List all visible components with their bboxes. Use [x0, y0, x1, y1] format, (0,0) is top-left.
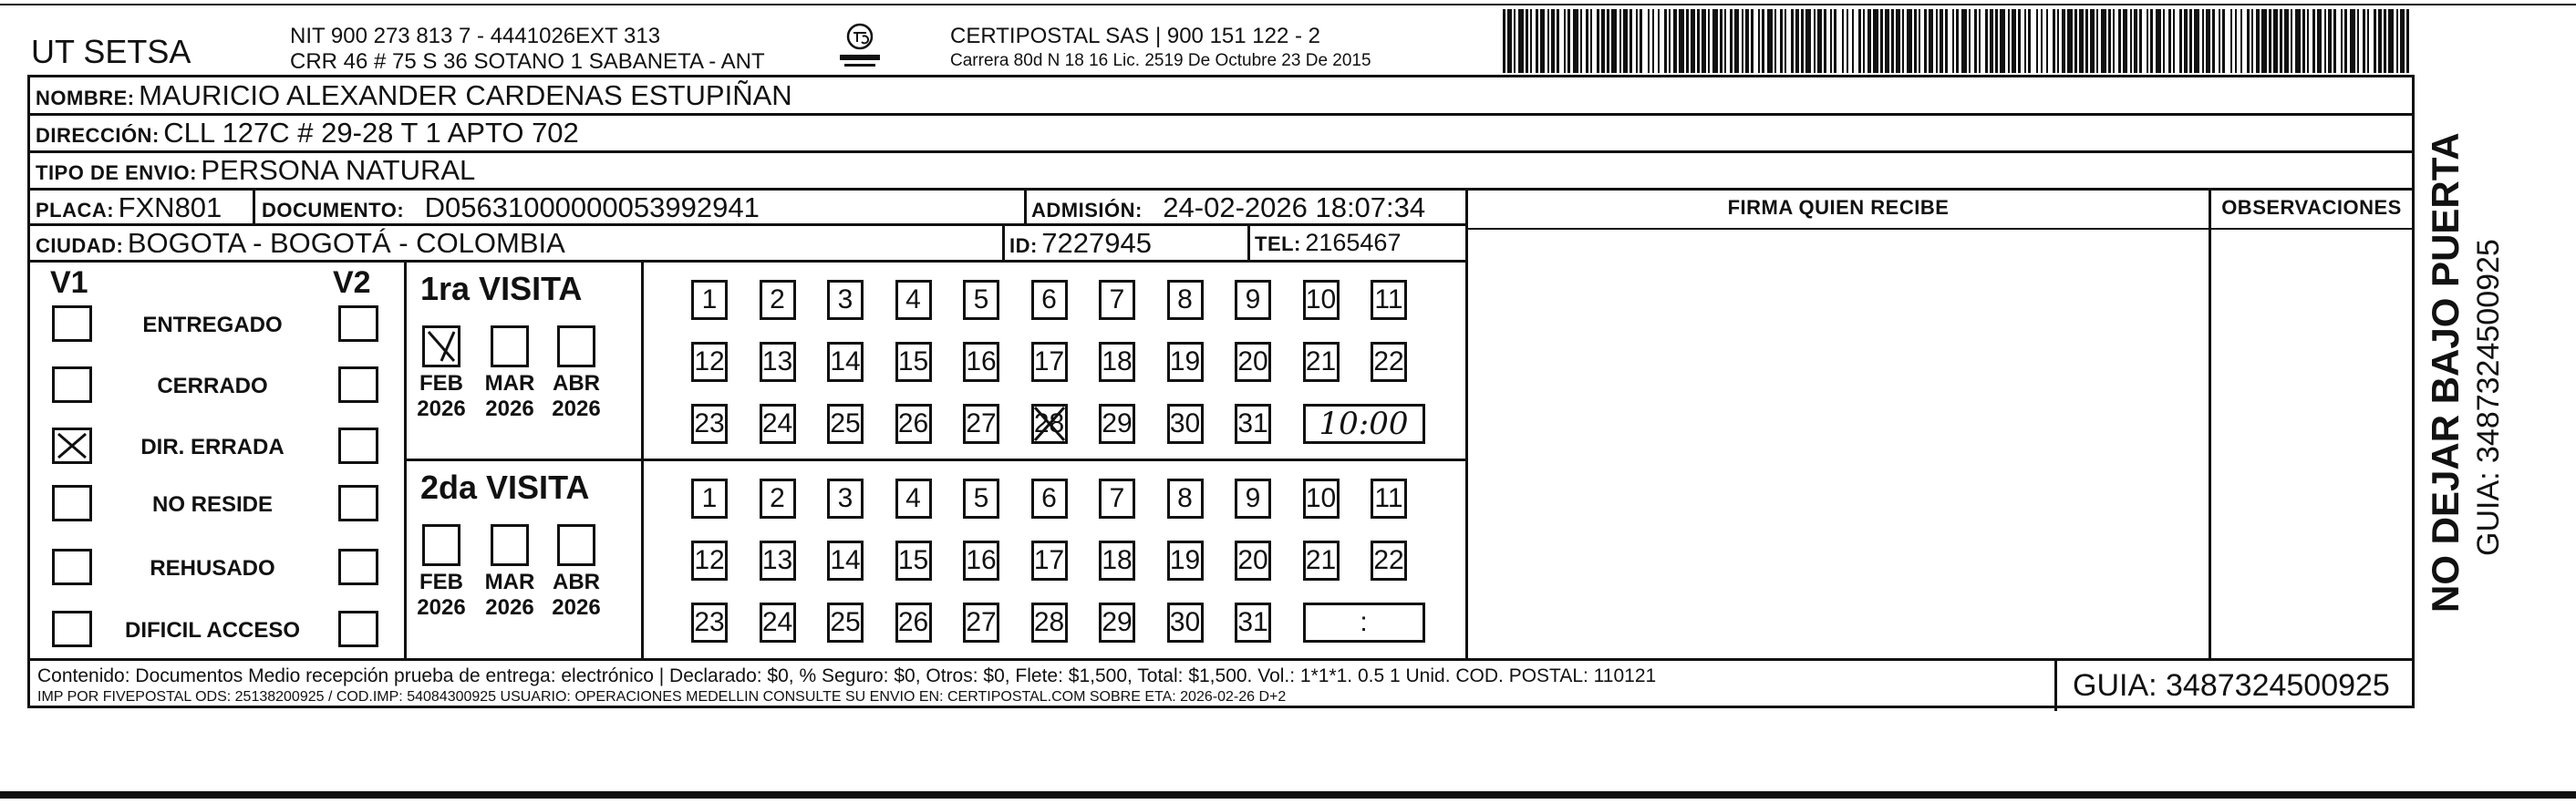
- v2-checkbox[interactable]: [338, 611, 378, 647]
- admision-value: 24-02-2026 18:07:34: [1163, 191, 1426, 223]
- tipo-envio-label: TIPO DE ENVIO:: [36, 161, 197, 184]
- tipo-envio-field: [36, 156, 475, 184]
- day-checkbox[interactable]: 23: [691, 603, 728, 643]
- day-checkbox[interactable]: 16: [963, 541, 999, 581]
- certipostal-logo: [837, 20, 883, 71]
- day-checkbox[interactable]: 25: [827, 603, 864, 643]
- day-checkbox[interactable]: 21: [1303, 541, 1340, 581]
- status-label: CERRADO: [157, 374, 268, 398]
- firma-header: FIRMA QUIEN RECIBE: [1727, 196, 1950, 219]
- day-checkbox[interactable]: 5: [963, 280, 999, 320]
- footer-contenido: Contenido: Documentos Medio recepción prueba de entrega: electrónico | Declarado: $0, % Seguro: $0, Otros: $0, Flete: $1,500, Total: $1,500. Vol.: 1*1*1. 0.5 1 Unid. COD. POSTAL: 110121: [37, 665, 1657, 686]
- v2-checkbox[interactable]: [338, 428, 378, 464]
- day-checkbox[interactable]: 2: [760, 479, 796, 519]
- day-checkbox[interactable]: 4: [895, 479, 932, 519]
- month-label: [409, 371, 473, 421]
- company-nit: NIT 900 273 813 7 - 4441026EXT 313: [290, 24, 661, 48]
- signature-area[interactable]: [1468, 231, 2209, 658]
- direccion-value: CLL 127C # 29-28 T 1 APTO 702: [163, 117, 579, 149]
- day-checkbox[interactable]: 20: [1235, 342, 1271, 382]
- status-label: NO RESIDE: [151, 492, 274, 517]
- visit-title: 2da VISITA: [420, 469, 590, 506]
- admision-field: [1031, 193, 1425, 222]
- carrier-name: CERTIPOSTAL SAS | 900 151 122 - 2: [950, 24, 1320, 48]
- tel-label: TEL:: [1255, 232, 1301, 255]
- company-address: CRR 46 # 75 S 36 SOTANO 1 SABANETA - ANT: [290, 49, 765, 74]
- ciudad-value: BOGOTA - BOGOTÁ - COLOMBIA: [127, 227, 565, 259]
- v1-checkbox[interactable]: [52, 485, 92, 521]
- month-checkbox[interactable]: [557, 524, 595, 566]
- month-name: FEB: [419, 371, 463, 396]
- month-label: [544, 371, 608, 421]
- status-label: ENTREGADO: [142, 313, 283, 337]
- day-checkbox[interactable]: 29: [1099, 603, 1135, 643]
- day-checkbox[interactable]: 14: [827, 342, 864, 382]
- month-label: [478, 371, 542, 421]
- month-year: 2026: [552, 396, 601, 421]
- day-checkbox[interactable]: 13: [760, 342, 796, 382]
- documento-value: D05631000000053992941: [424, 191, 760, 223]
- v2-checkbox[interactable]: [338, 485, 378, 521]
- carrier-address: Carrera 80d N 18 16 Lic. 2519 De Octubre 23 De 2015: [950, 51, 1371, 70]
- day-checkbox[interactable]: 1: [691, 280, 728, 320]
- id-field: [1009, 229, 1152, 257]
- placa-value: FXN801: [118, 191, 222, 223]
- placa-field: [36, 193, 222, 222]
- month-name: MAR: [484, 570, 535, 594]
- day-checkbox[interactable]: 14: [827, 541, 864, 581]
- v2-header: V2: [333, 265, 371, 300]
- placa-label: PLACA:: [36, 199, 115, 222]
- day-checkbox[interactable]: 9: [1235, 479, 1271, 519]
- ciudad-field: [36, 229, 565, 257]
- day-checkbox[interactable]: 9: [1235, 280, 1271, 320]
- ciudad-label: CIUDAD:: [36, 234, 124, 257]
- v2-checkbox[interactable]: [338, 366, 378, 403]
- day-checkbox[interactable]: 17: [1031, 342, 1068, 382]
- documento-field: [262, 193, 760, 222]
- day-checkbox[interactable]: 27: [963, 404, 999, 444]
- month-year: 2026: [417, 396, 466, 421]
- status-label: DIFICIL ACCESO: [124, 618, 300, 643]
- day-checkbox[interactable]: 12: [691, 541, 728, 581]
- month-checkbox[interactable]: [422, 325, 460, 367]
- day-checkbox[interactable]: 3: [827, 479, 864, 519]
- day-checkbox[interactable]: 11: [1371, 479, 1407, 519]
- day-checkbox[interactable]: 11: [1371, 280, 1407, 320]
- day-checkbox[interactable]: 19: [1167, 342, 1204, 382]
- day-checkbox[interactable]: 8: [1167, 479, 1204, 519]
- day-checkbox[interactable]: 8: [1167, 280, 1204, 320]
- day-checkbox[interactable]: 2: [760, 280, 796, 320]
- direccion-field: [36, 119, 579, 147]
- check-x-icon: [425, 328, 458, 365]
- observaciones-area[interactable]: [2211, 231, 2412, 658]
- day-checkbox[interactable]: 22: [1371, 541, 1407, 581]
- day-check-x-icon: [1031, 404, 1068, 448]
- delivery-form: [27, 75, 2415, 708]
- day-checkbox[interactable]: 29: [1099, 404, 1135, 444]
- time-field[interactable]: :: [1303, 603, 1425, 643]
- company-name: UT SETSA: [31, 33, 191, 70]
- day-checkbox[interactable]: 17: [1031, 541, 1068, 581]
- month-label: [478, 570, 542, 620]
- month-year: 2026: [485, 594, 534, 620]
- visit-title: 1ra VISITA: [420, 270, 583, 307]
- day-checkbox[interactable]: 15: [895, 541, 932, 581]
- month-checkbox[interactable]: [491, 325, 529, 367]
- direccion-label: DIRECCIÓN:: [36, 124, 160, 147]
- day-checkbox[interactable]: 24: [760, 603, 796, 643]
- day-checkbox[interactable]: 10: [1303, 280, 1340, 320]
- day-checkbox[interactable]: 18: [1099, 541, 1135, 581]
- tel-field: [1255, 231, 1401, 255]
- day-checkbox[interactable]: 16: [963, 342, 999, 382]
- day-checkbox[interactable]: 28: [1031, 603, 1068, 643]
- admision-label: ADMISIÓN:: [1031, 199, 1143, 222]
- day-checkbox[interactable]: 7: [1099, 479, 1135, 519]
- v1-checkbox[interactable]: [52, 366, 92, 403]
- day-checkbox[interactable]: 12: [691, 342, 728, 382]
- day-checkbox[interactable]: 18: [1099, 342, 1135, 382]
- month-year: 2026: [417, 594, 466, 620]
- certipostal-logo-icon: [837, 20, 883, 71]
- day-checkbox[interactable]: 6: [1031, 479, 1068, 519]
- month-year: 2026: [485, 396, 534, 421]
- day-checkbox[interactable]: 21: [1303, 342, 1340, 382]
- month-name: ABR: [553, 371, 600, 396]
- nombre-value: MAURICIO ALEXANDER CARDENAS ESTUPIÑAN: [139, 79, 792, 111]
- tipo-envio-value: PERSONA NATURAL: [201, 154, 476, 186]
- tel-value: 2165467: [1305, 229, 1402, 256]
- id-value: 7227945: [1041, 227, 1152, 259]
- day-checkbox[interactable]: 24: [760, 404, 796, 444]
- observaciones-header: OBSERVACIONES: [2221, 196, 2402, 219]
- month-checkbox[interactable]: [422, 524, 460, 566]
- month-checkbox[interactable]: [491, 524, 529, 566]
- day-checkbox[interactable]: 1: [691, 479, 728, 519]
- footer-guia: GUIA: 3487324500925: [2073, 668, 2390, 703]
- documento-label: DOCUMENTO:: [262, 199, 405, 222]
- day-checkbox[interactable]: 30: [1167, 603, 1204, 643]
- v1-checkbox[interactable]: [52, 549, 92, 585]
- month-name: MAR: [484, 371, 535, 396]
- barcode: [1503, 9, 2415, 73]
- v1-checkbox[interactable]: [52, 428, 92, 464]
- day-checkbox[interactable]: 31: [1235, 603, 1271, 643]
- nombre-label: NOMBRE:: [36, 87, 135, 109]
- day-checkbox[interactable]: 7: [1099, 280, 1135, 320]
- footer-imp: IMP POR FIVEPOSTAL ODS: 25138200925 / COD.IMP: 54084300925 USUARIO: OPERACIONES MEDELLIN CONSULTE SU ENVIO EN: CERTIPOSTAL.COM SOBRE ETA: 2026-02-26 D+2: [37, 689, 1287, 705]
- day-checkbox[interactable]: 4: [895, 280, 932, 320]
- v2-checkbox[interactable]: [338, 549, 378, 585]
- month-label: [409, 570, 473, 620]
- v1-header: V1: [50, 265, 88, 300]
- id-label: ID:: [1009, 234, 1038, 257]
- status-label: REHUSADO: [150, 556, 275, 581]
- day-checkbox[interactable]: 31: [1235, 404, 1271, 444]
- day-checkbox[interactable]: 22: [1371, 342, 1407, 382]
- day-checkbox[interactable]: 20: [1235, 541, 1271, 581]
- day-checkbox[interactable]: 30: [1167, 404, 1204, 444]
- day-checkbox[interactable]: 6: [1031, 280, 1068, 320]
- time-field[interactable]: 10:00: [1303, 404, 1425, 444]
- day-checkbox[interactable]: 26: [895, 603, 932, 643]
- day-checkbox[interactable]: 13: [760, 541, 796, 581]
- check-x-icon: [55, 430, 89, 461]
- side-guia: GUIA: 3487324500925: [2471, 239, 2506, 556]
- v1-checkbox[interactable]: [52, 305, 92, 342]
- month-checkbox[interactable]: [557, 325, 595, 367]
- day-checkbox[interactable]: 26: [895, 404, 932, 444]
- day-checkbox[interactable]: 5: [963, 479, 999, 519]
- month-name: ABR: [553, 570, 600, 594]
- day-checkbox[interactable]: 15: [895, 342, 932, 382]
- v1-checkbox[interactable]: [52, 611, 92, 647]
- v2-checkbox[interactable]: [338, 305, 378, 342]
- day-checkbox[interactable]: 19: [1167, 541, 1204, 581]
- day-checkbox[interactable]: 27: [963, 603, 999, 643]
- side-warning: NO DEJAR BAJO PUERTA: [2424, 132, 2467, 613]
- bottom-rule: [0, 791, 2576, 799]
- day-checkbox[interactable]: 10: [1303, 479, 1340, 519]
- status-label: DIR. ERRADA: [140, 435, 284, 459]
- day-checkbox[interactable]: 25: [827, 404, 864, 444]
- nombre-field: [36, 81, 792, 109]
- day-checkbox[interactable]: 3: [827, 280, 864, 320]
- day-checkbox[interactable]: 23: [691, 404, 728, 444]
- month-name: FEB: [419, 570, 463, 594]
- month-label: [544, 570, 608, 620]
- day-checkbox[interactable]: 28: [1031, 404, 1068, 444]
- header-rule: [0, 4, 2576, 5]
- month-year: 2026: [552, 594, 601, 620]
